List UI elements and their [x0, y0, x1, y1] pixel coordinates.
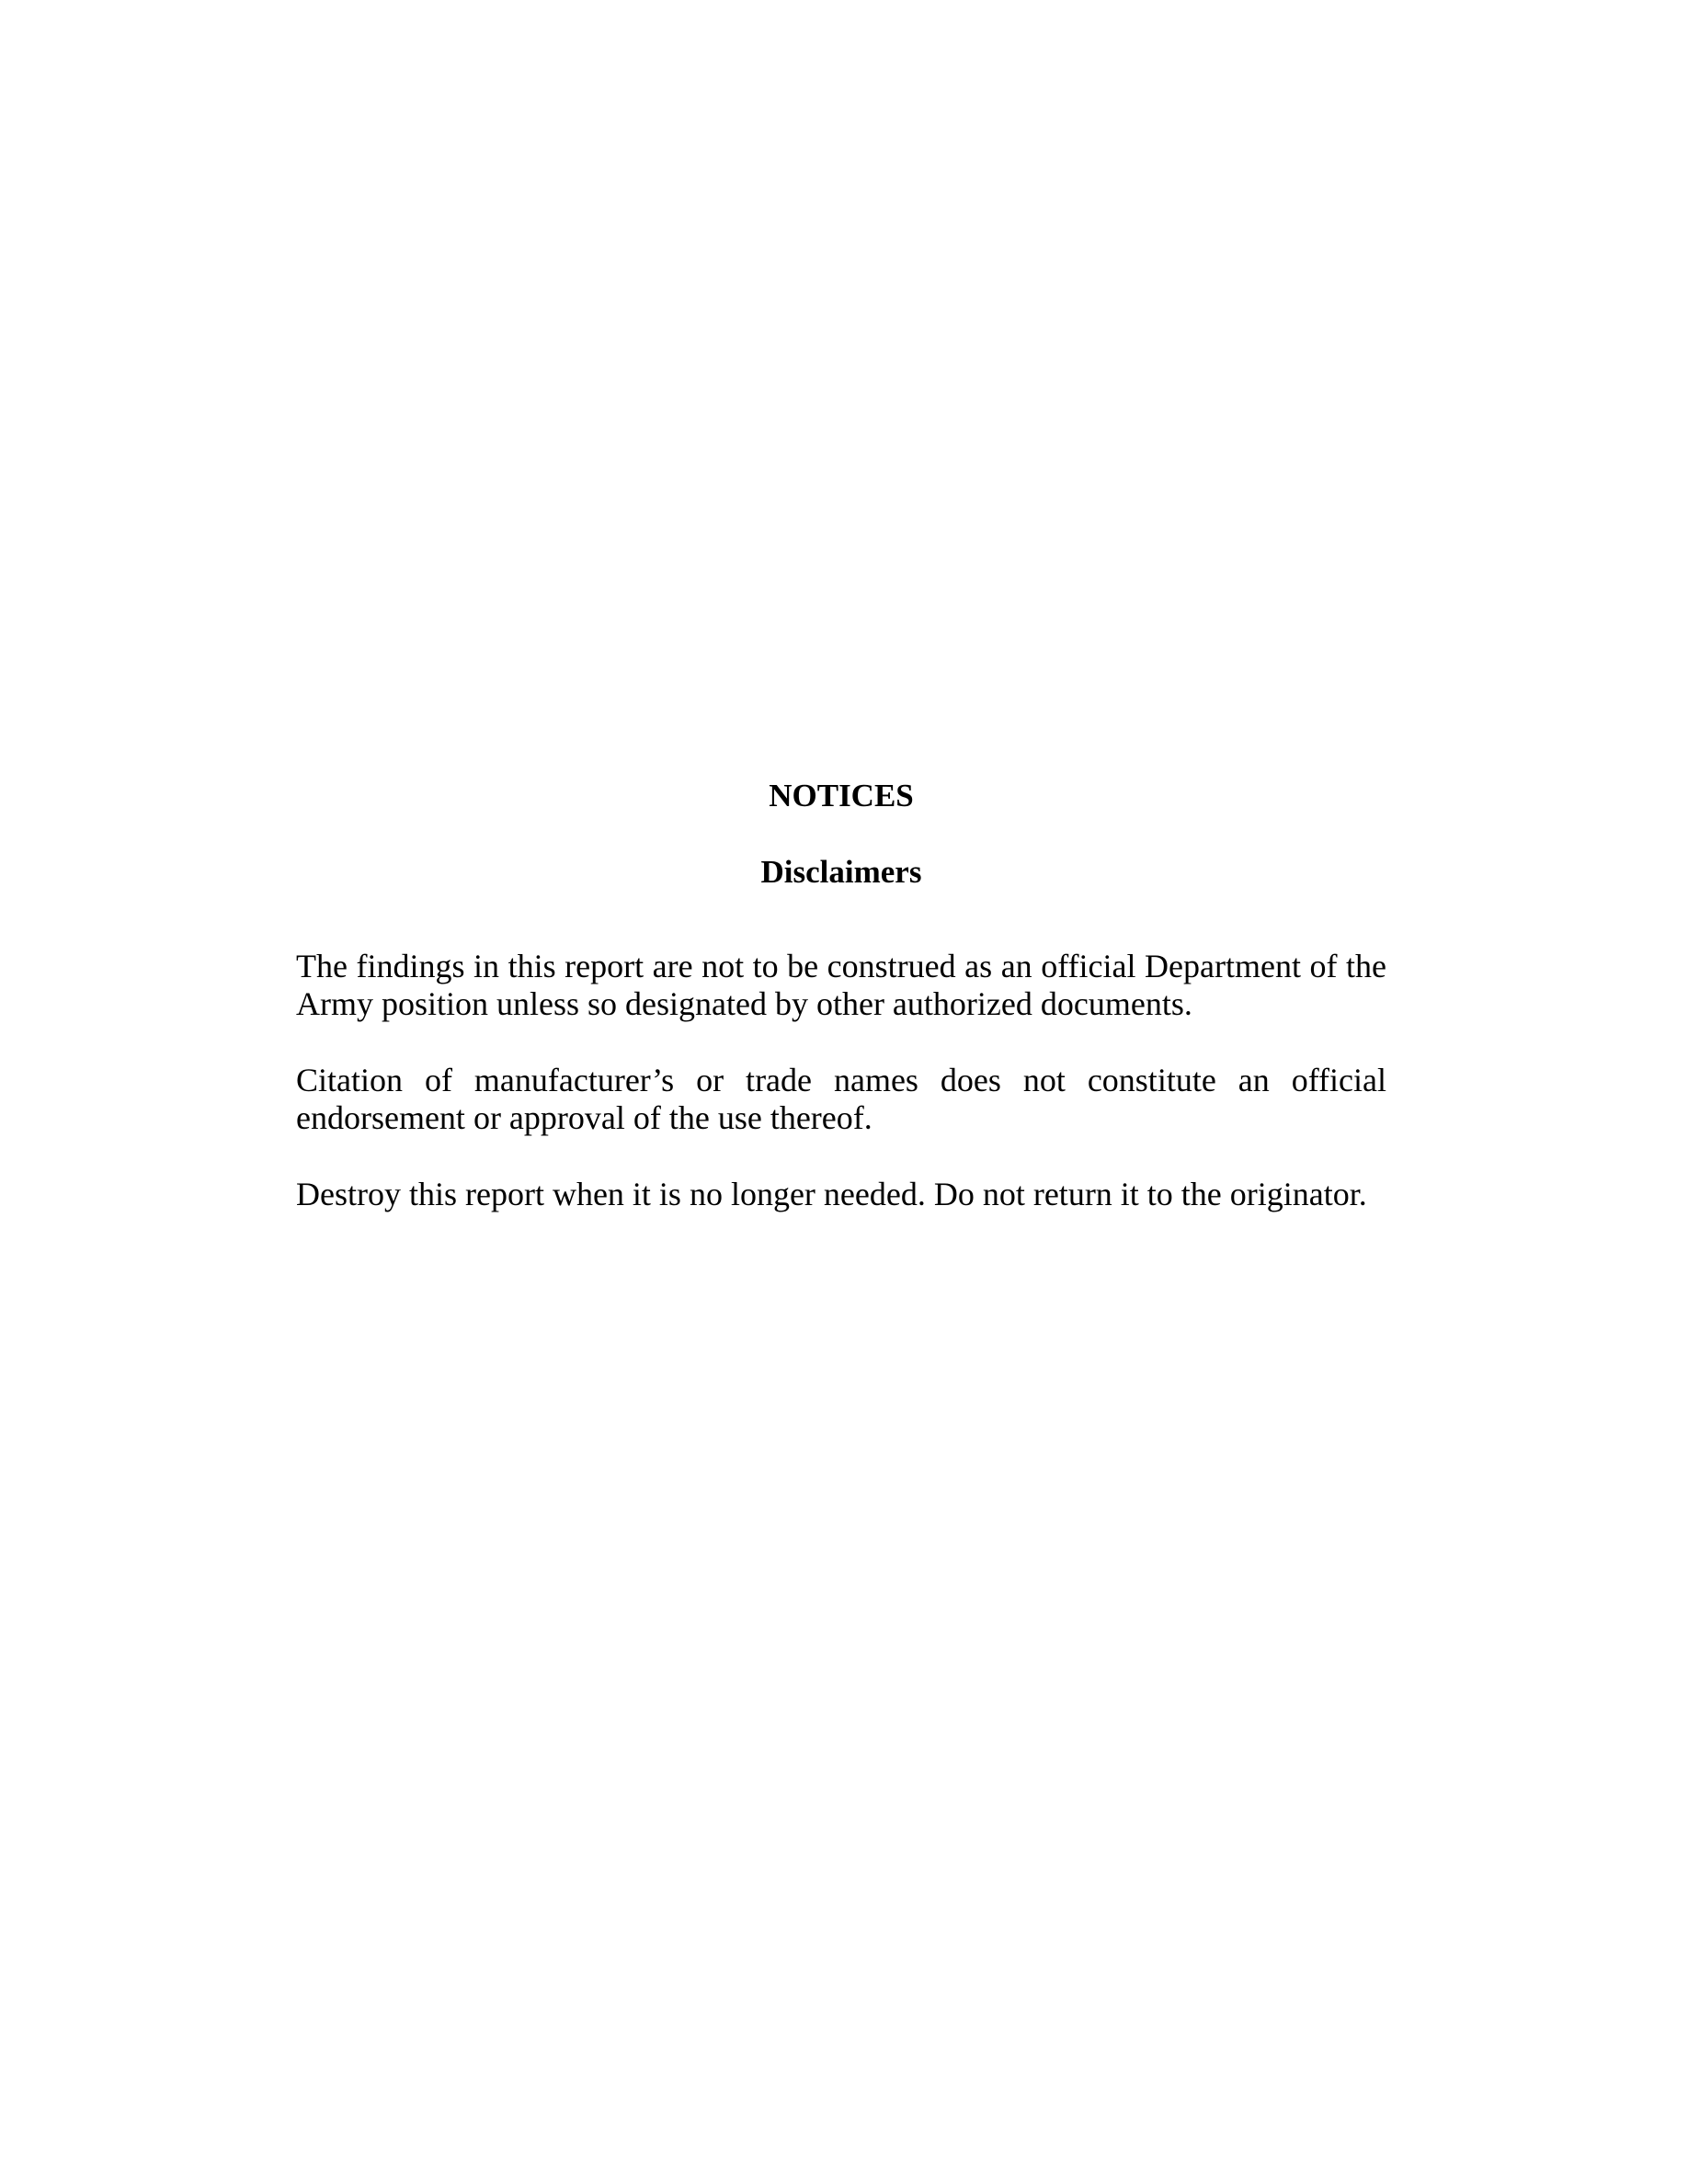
disclaimer-paragraph-official-position: The findings in this report are not to be construed as an official Department of the Army position unless so designated by other authorized documents.: [296, 948, 1386, 1022]
page-title: NOTICES: [769, 778, 914, 813]
disclaimer-paragraph-destroy-report: Destroy this report when it is no longer needed. Do not return it to the originator.: [296, 1176, 1367, 1212]
section-heading-disclaimers: Disclaimers: [760, 854, 922, 890]
disclaimer-paragraph-trade-names: Citation of manufacturer’s or trade names does not constitute an official endorsement or approval of the use thereof.: [296, 1062, 1386, 1136]
notices-section: [296, 778, 1386, 1213]
